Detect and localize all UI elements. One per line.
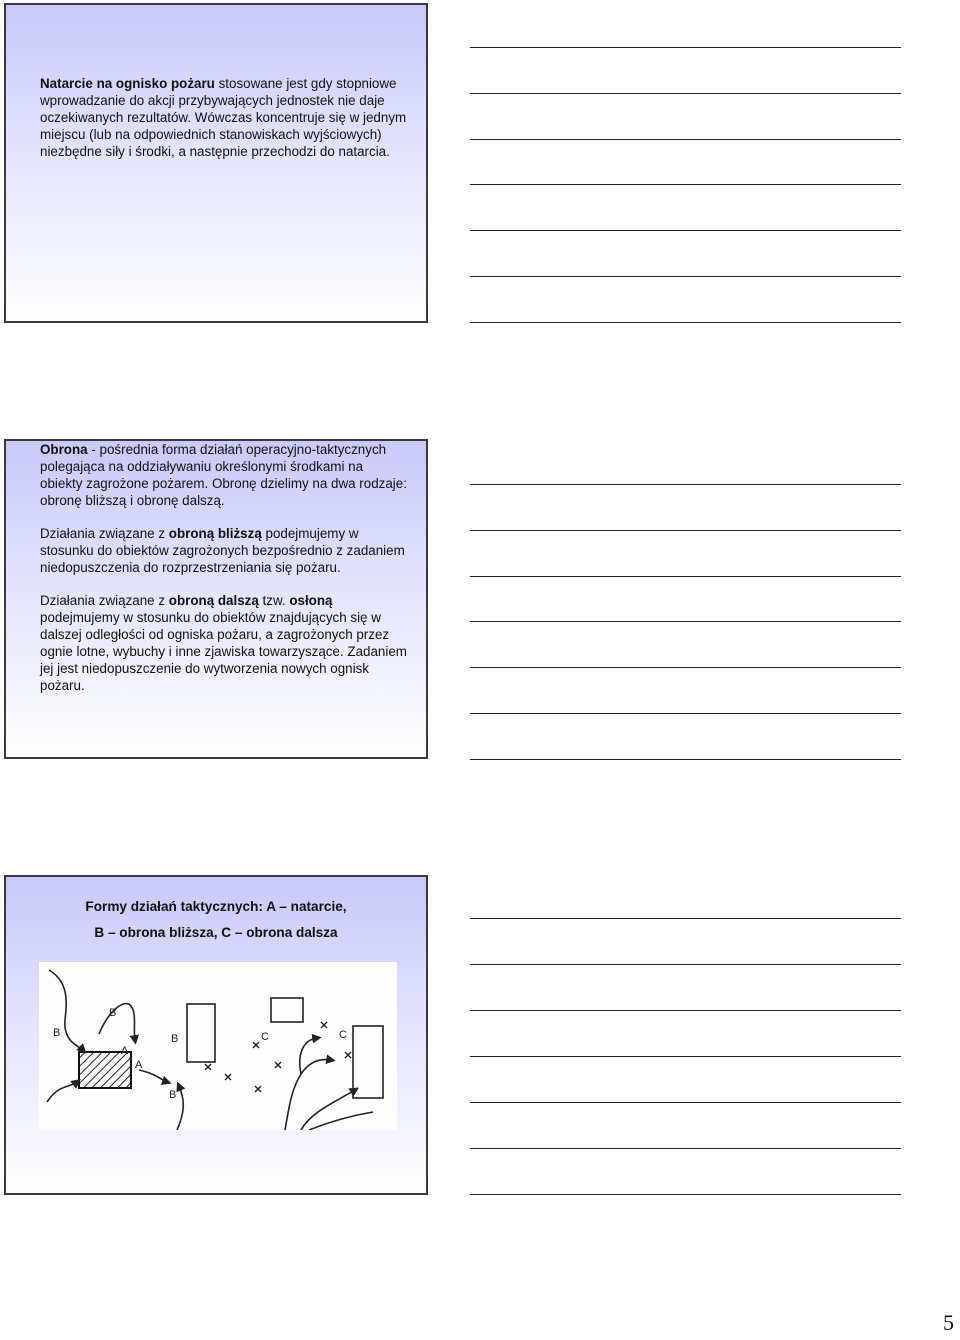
- slide-formy-dzialan: [4, 875, 428, 1195]
- note-line: [470, 667, 901, 668]
- label-a: A: [135, 1059, 143, 1071]
- label-b: B: [53, 1027, 61, 1039]
- label-b: B: [109, 1007, 117, 1019]
- cover-line: [301, 1090, 355, 1130]
- term-oslona: osłoną: [289, 593, 333, 608]
- note-line: [470, 1194, 901, 1195]
- cover-line: [309, 1112, 373, 1130]
- note-line: [470, 276, 901, 277]
- paragraph-obrona: [40, 441, 408, 509]
- slide-natarcie: [4, 3, 428, 323]
- text-run: Działania związane z: [40, 526, 169, 541]
- note-line: [470, 322, 901, 323]
- label-c: C: [261, 1031, 269, 1043]
- note-line: [470, 93, 901, 94]
- defense-line: [177, 1086, 183, 1130]
- text-run: tzw.: [258, 593, 290, 608]
- term-obrona-blizsza: obroną bliższą: [168, 526, 262, 541]
- definition-obrona: - pośrednia forma działań operacyjno-taktycznych polegająca na oddziaływaniu określonymi środkami na obiekty zagrożone pożarem. Obronę dzielimy na dwa rodzaje: obronę bliższą i obronę dalszą.: [40, 442, 407, 508]
- cover-line: [285, 1060, 331, 1130]
- term-obrona-dalsza: obroną dalszą: [168, 593, 259, 608]
- cover-line: [300, 1038, 317, 1074]
- definition-natarcie: stosowane jest gdy stopniowe wprowadzanie do akcji przybywających jednostek nie daje oczekiwanych rezultatów. Wówczas koncentruje się w jednym miejscu (lub na odpowiednich stanowiskach wyjściowych) niezbędne siły i środki, a następnie przechodzi do natarcia.: [40, 76, 407, 159]
- paragraph-obrona-blizsza: [40, 525, 408, 576]
- term-natarcie: Natarcie na ognisko pożaru: [40, 76, 215, 91]
- caption-line-1: Formy działań taktycznych: A – natarcie,: [85, 899, 347, 914]
- building: [187, 1004, 215, 1062]
- note-line: [470, 1102, 901, 1103]
- label-c: C: [339, 1029, 347, 1041]
- label-a: A: [121, 1045, 129, 1057]
- note-line: [470, 530, 901, 531]
- label-b: B: [171, 1033, 179, 1045]
- note-line: [470, 1148, 901, 1149]
- slide-text: [40, 441, 408, 710]
- note-line: [470, 139, 901, 140]
- burning-building: [79, 1052, 131, 1088]
- note-line: [470, 184, 901, 185]
- building: [271, 998, 303, 1022]
- term-obrona: Obrona: [40, 442, 88, 457]
- fire-marks: [205, 1022, 351, 1092]
- building: [353, 1026, 383, 1098]
- text-run: podejmujemy w stosunku do obiektów znajdujących się w dalszej odległości od ogniska pożaru, a zagrożonych przez ognie lotne, wybuchy i inne zjawiska towarzyszące. Zadaniem jej jest niedopuszczenie do wytworzenia nowych ognisk pożaru.: [40, 610, 407, 693]
- tactics-diagram: [39, 962, 397, 1130]
- tactics-diagram-svg: [39, 962, 397, 1130]
- note-line: [470, 713, 901, 714]
- note-line: [470, 484, 901, 485]
- page-number: 5: [943, 1310, 954, 1335]
- slide-text: [40, 75, 408, 160]
- note-line: [470, 1010, 901, 1011]
- note-line: [470, 576, 901, 577]
- attack-line: [47, 1082, 77, 1102]
- text-run: podejmujemy w stosunku do obiektów zagrożonych bezpośrednio z zadaniem niedopuszczenia do rozprzestrzeniania się pożaru.: [40, 526, 405, 575]
- caption-line-2: B – obrona bliższa, C – obrona dalsza: [94, 925, 338, 940]
- text-run: Działania związane z: [40, 593, 169, 608]
- label-b: B: [169, 1089, 177, 1101]
- note-line: [470, 918, 901, 919]
- note-line: [470, 1056, 901, 1057]
- note-line: [470, 621, 901, 622]
- note-line: [470, 47, 901, 48]
- defense-line: [139, 1070, 167, 1082]
- paragraph-obrona-dalsza: [40, 592, 408, 694]
- note-line: [470, 759, 901, 760]
- note-line: [470, 230, 901, 231]
- attack-line: [99, 1004, 135, 1040]
- slide-obrona: [4, 439, 428, 759]
- note-line: [470, 964, 901, 965]
